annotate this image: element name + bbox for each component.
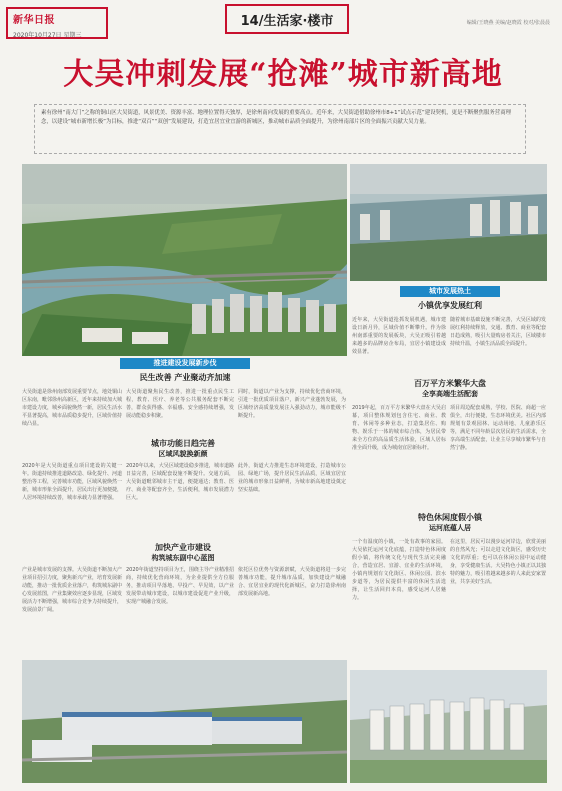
aerial-photo-main [22,164,347,356]
body-text-col-13: 项目周边配套成熟，学校、医院、商超一应俱全，出行便捷，生态环境优美。社区内部规划有景观园林、运动场地、儿童游乐区等，满足不同年龄层次居民的生活需求，全享高端生活配套，让业主尽享城市繁华与自然宁静。 [450,405,546,451]
section-banner-left: 推进建设发展新步伐 [120,358,250,369]
subhead-left-3a: 加快产业市建设 [155,543,211,552]
body-text-col-11: 随着城市基础设施不断完善，大吴区域的发展红利持续释放，交通、教育、商业等配套日趋成熟，吸引大量购房者关注，区域楼市持续升温，小镇生活品质全面提升。 [450,317,546,347]
body-text-col-12: 2019年起，百万平方米繁华大盘在大吴启幕，项目整体规划包含住宅、商业、教育、休闲等多种业态，打造集居住、购物、娱乐于一体的城市综合体，为居民带来全方位的高品质生活体验，区域人居标准全面升级，成为城南宜居新标杆。 [352,405,446,451]
body-text-col-4: 2020年是大吴街道重点项目建设的关键一年。街道持续推进道路改造、绿化提升、河道整治等工程，完善城市功能，区域风貌焕然一新，城市形象全面提升，居民出行更加便捷，人居环境持续改善，城市承载力显著增强。 [22,463,122,501]
aerial-photo-right [350,164,547,281]
industrial-park-photo [22,660,347,783]
subhead-right-2a: 百万平方米繁华大盘 [414,379,486,388]
page-section-label: 14/生活家·楼市 [225,4,349,34]
editor-credits: 编辑/王晓燕 美编/赵晓霞 校对/张晨晨 [466,20,550,26]
subhead-right-3a: 特色休闲度假小镇 [418,513,482,522]
issue-date: 2020年10月27日 星期三 [13,32,82,39]
subhead-left-2a: 城市功能日趋完善 [151,439,215,448]
body-text-col-10: 近年来，大吴街道抢抓发展机遇，城市建设日新月异，区域价值不断攀升。作为徐州南部重要的发展板块，大吴正吸引着越来越多的品牌房企布局，宜居小镇建设成效显著。 [352,317,446,355]
newspaper-logo: 新华日报 [13,15,55,26]
body-text-col-14: 一个有温度的小镇，一处有故事的家园。大吴依托运河文化底蕴，打造特色休闲度假小镇，将传统文化与现代生活完美融合，营造宜居、宜游、宜业的生活环境，小镇内规划有文化街区、休闲公园、滨水步道等，为居民提供丰富的休闲生活选择，让生活回归本真，感受运河人居魅力。 [352,539,446,601]
body-text-col-3: 同时，街道以产业为支撑，持续优化营商环境，引进一批优质项目落户，新兴产业蓬勃发展，为区域经济高质量发展注入强劲动力，城市能级不断提升。 [238,389,346,419]
body-text-col-2: 大吴街道聚焦民生改善，推进一批重点民生工程，教育、医疗、养老等公共服务配套不断完善，群众获得感、幸福感、安全感持续增强，发展动能稳步积聚。 [126,389,234,419]
body-text-col-5: 2020年以来，大吴区域建设稳步推进，城市道路日益完善，区域配套设施不断提升。交通方面，大吴街道毗邻城市主干道，便捷通达；教育、医疗、商业等配套齐全，生活便利，城市发展潜力巨大。 [126,463,234,501]
residential-rendering-photo [350,670,547,783]
subhead-left-main: 民生改善 产业聚动齐加速 [139,373,231,382]
body-text-col-6: 此外，街道大力推进生态环境建设，打造城市公园、绿地广场，提升居民生活品质，区域宜居宜业的城市形象日益鲜明，为城市新高地建设奠定坚实基础。 [238,463,346,493]
body-text-col-15: 在这里，居民可以漫步运河岸边，欣赏美丽的自然风光；可以走进文化街区，感受历史文化的厚重；也可以在休闲公园中运动健身，享受健康生活。大吴特色小镇正以其独特的魅力，吸引着越来越多的人来此安家置业，共享美好生活。 [450,539,546,585]
subhead-right-main: 小镇优享发展红利 [418,301,482,310]
masthead [6,7,108,39]
lead-paragraph: 素有徐州“南大门”之称的铜山区大吴街道，风景优美、资源丰富、地理位置得天独厚，是徐州南向发展的重要高点。近年来，大吴街道借助徐州市8+1“试点示范”建设契机，更是不断聚焦服务营商理念，以建设“城市新增长极”为目标，推进“双百”“双创”发展建设，打造宜居宜业宜游的新城区，推动城市品质全面提升，为徐州南部片区的全面振兴贡献大吴力量。 [34,104,526,154]
main-headline: 大吴冲刺发展“抢滩”城市新高地 [63,57,503,92]
body-text-col-1: 大吴街道是徐州南部发展重要节点，地处铜山区东南，毗邻徐州高新区，近年来持续加大城市建设力度，城乡面貌焕然一新，居民生活水平显著提高，城市品质稳步提升，区域价值持续凸显。 [22,389,122,427]
subhead-left-3b: 构筑城东副中心蓝图 [151,554,215,562]
section-banner-right: 城市发展热土 [400,286,500,297]
body-text-col-8: 2020年街道坚持项目为王，围绕主导产业精准招商，持续优化营商环境，为企业提供全方位服务，推动项目早落地、早投产、早见效，以产业发展带动城市建设，以城市建设促进产业升级，实现产城融合发展。 [126,567,234,605]
subhead-left-2b: 区域风貌换新颜 [158,450,208,458]
subhead-right-3b: 运河底蕴人居 [429,524,471,532]
subhead-right-2b: 全享高端生活配套 [422,390,478,398]
body-text-col-7: 产业是城市发展的支撑。大吴街道不断加大产业项目招引力度，聚焦新兴产业，培育发展新动能，推动一批优质企业落户，构筑城东副中心发展蓝图，产业集聚效应逐步显现，区域发展活力不断增强，城市综合竞争力持续提升，发展前景广阔。 [22,567,122,613]
body-text-col-9: 依托区位优势与资源禀赋，大吴街道将进一步完善城市功能，提升城市品质，加快建设产城融合、宜居宜业的现代化新城区，奋力打造徐州南部发展新高地。 [238,567,346,597]
